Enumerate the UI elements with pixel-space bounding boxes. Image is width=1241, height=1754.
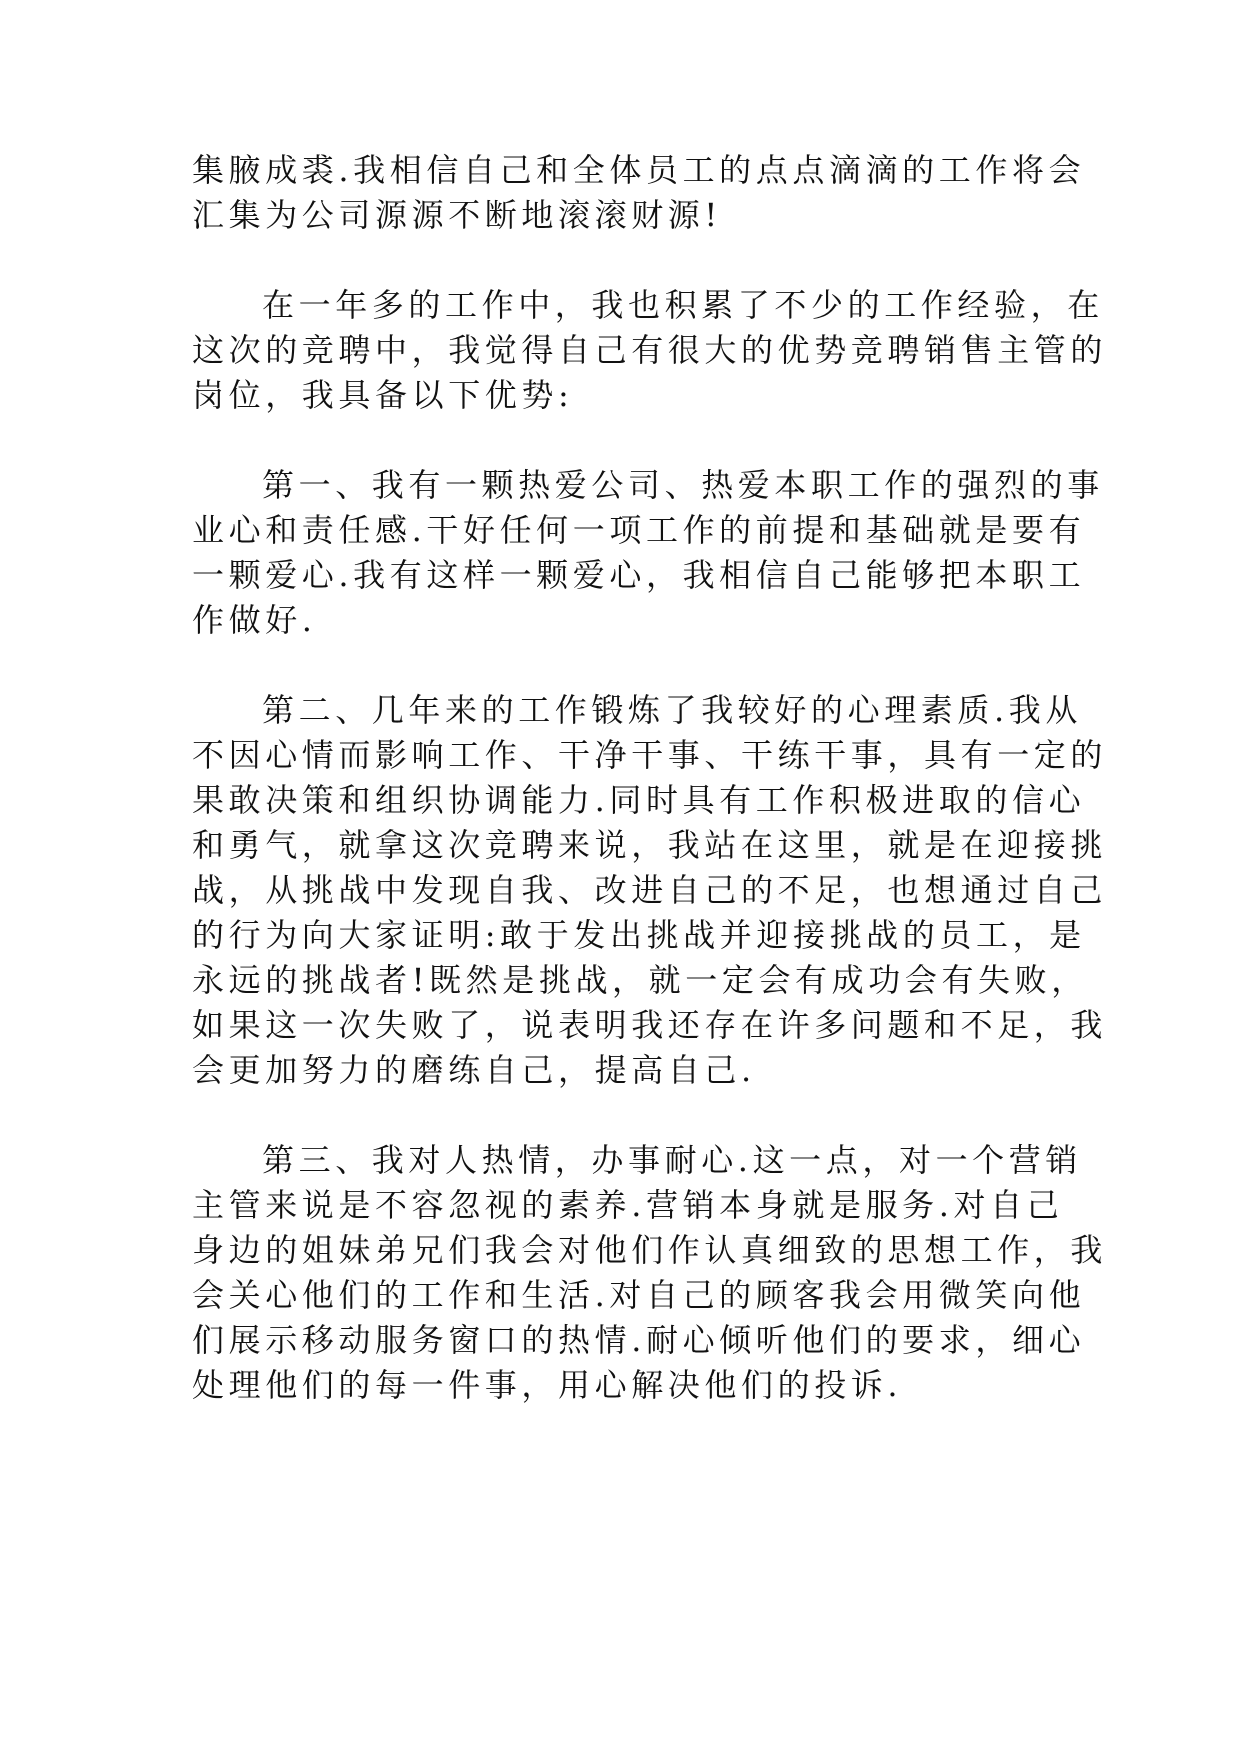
paragraph-line: 们展示移动服务窗口的热情.耐心倾听他们的要求，细心 [192, 1321, 1086, 1359]
paragraph-line: 岗位，我具备以下优势: [192, 376, 574, 414]
paragraph-line: 果敢决策和组织协调能力.同时具有工作积极进取的信心 [192, 781, 1086, 819]
paragraph-line: 不因心情而影响工作、干净干事、干练干事，具有一定的 [192, 736, 1108, 774]
paragraph-line: 第三、我对人热情，办事耐心.这一点，对一个营销 [262, 1141, 1082, 1179]
paragraph-line: 在一年多的工作中，我也积累了不少的工作经验，在 [262, 286, 1104, 324]
paragraph-line: 的行为向大家证明:敢于发出挑战并迎接挑战的员工，是 [192, 916, 1086, 954]
paragraph [192, 688, 1108, 1093]
paragraph-line: 如果这一次失败了，说表明我还存在许多问题和不足，我 [192, 1006, 1108, 1044]
paragraph-line: 战，从挑战中发现自我、改进自己的不足，也想通过自己 [192, 871, 1108, 909]
paragraph-line: 第二、几年来的工作锻炼了我较好的心理素质.我从 [262, 691, 1082, 729]
paragraph-line: 身边的姐妹弟兄们我会对他们作认真细致的思想工作，我 [192, 1231, 1108, 1269]
paragraph-line: 业心和责任感.干好任何一项工作的前提和基础就是要有 [192, 511, 1086, 549]
paragraph-line: 和勇气，就拿这次竞聘来说，我站在这里，就是在迎接挑 [192, 826, 1108, 864]
paragraph-line: 一颗爱心.我有这样一颗爱心，我相信自己能够把本职工 [192, 556, 1086, 594]
paragraph-line: 永远的挑战者!既然是挑战，就一定会有成功会有失败， [192, 961, 1088, 999]
paragraph [192, 148, 1086, 238]
paragraph-line: 作做好. [192, 601, 317, 639]
paragraph [192, 463, 1104, 643]
paragraph-line: 汇集为公司源源不断地滚滚财源! [192, 196, 722, 234]
paragraph-line: 这次的竞聘中，我觉得自己有很大的优势竞聘销售主管的 [192, 331, 1108, 369]
paragraph-line: 集腋成裘.我相信自己和全体员工的点点滴滴的工作将会 [192, 151, 1086, 189]
paragraph [192, 1138, 1108, 1408]
paragraph-line: 主管来说是不容忽视的素养.营销本身就是服务.对自己 [192, 1186, 1064, 1224]
document-body [192, 148, 1108, 1453]
paragraph-line: 会关心他们的工作和生活.对自己的顾客我会用微笑向他 [192, 1276, 1086, 1314]
paragraph-line: 第一、我有一颗热爱公司、热爱本职工作的强烈的事 [262, 466, 1104, 504]
paragraph-line: 会更加努力的磨练自己，提高自己. [192, 1051, 756, 1089]
paragraph [192, 283, 1108, 418]
paragraph-line: 处理他们的每一件事，用心解决他们的投诉. [192, 1366, 903, 1404]
